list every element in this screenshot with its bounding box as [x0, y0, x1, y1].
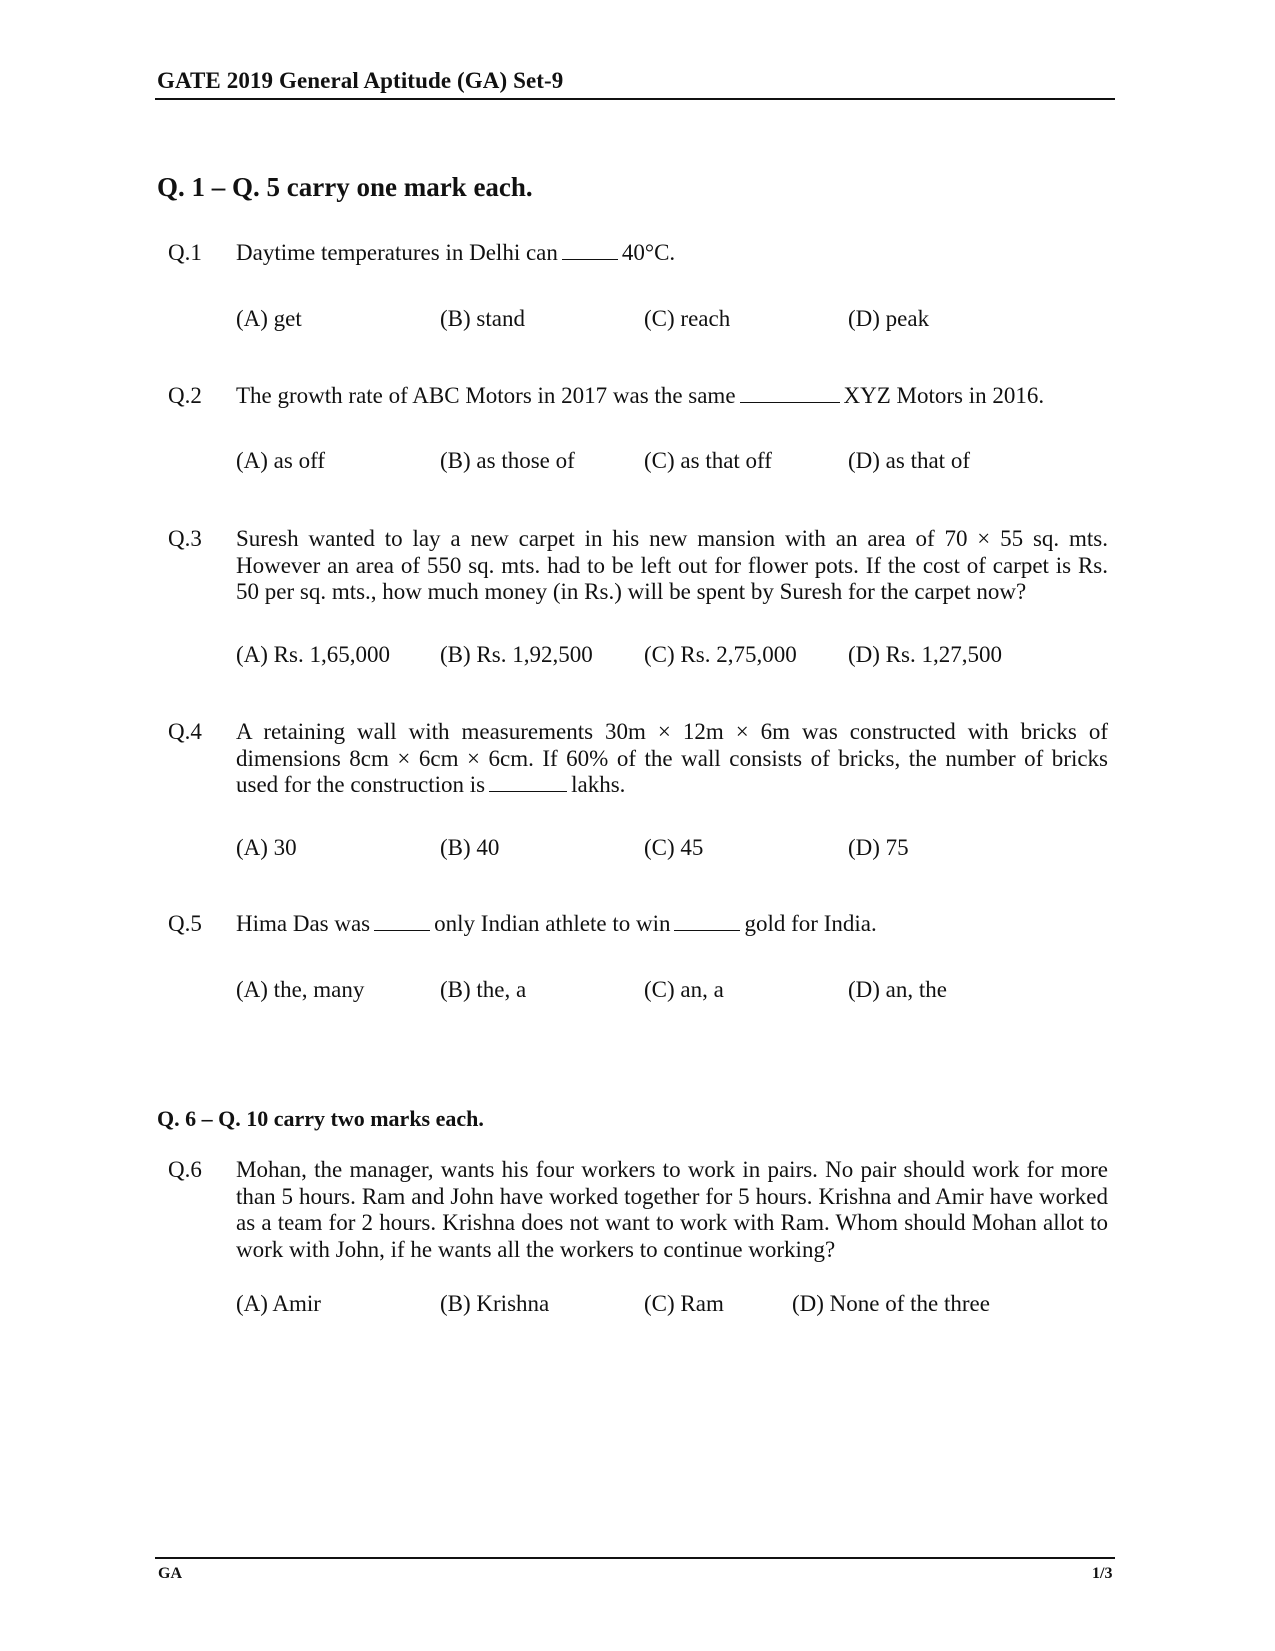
option-b: (B) the, a	[440, 977, 527, 1002]
question-text: Suresh wanted to lay a new carpet in his new mansion with an area of 70 × 55 sq. mts. However an area of 550 sq. mts. had to be left out for flower pots. If the cost of carpet is Rs. 50 per sq. mts., how much money (in Rs.) will be spent by Suresh for the carpet now?	[236, 526, 1108, 604]
answer-blank	[374, 912, 430, 931]
answer-blank	[562, 241, 618, 260]
option-b: (B) 40	[440, 835, 500, 860]
option-a: (A) the, many	[236, 977, 365, 1002]
answer-blank	[489, 773, 567, 792]
question-text: Hima Das was only Indian athlete to win gold for India.	[236, 911, 877, 936]
footer-rule	[155, 1557, 1115, 1559]
option-c: (C) Rs. 2,75,000	[644, 642, 797, 667]
answer-blank	[674, 912, 740, 931]
footer-paper-code: GA	[158, 1565, 182, 1582]
footer-page-number: 1/3	[1092, 1565, 1113, 1582]
question-number: Q.4	[168, 719, 202, 744]
option-a: (A) as off	[236, 448, 325, 473]
option-a: (A) 30	[236, 835, 297, 860]
question-text: A retaining wall with measurements 30m × 12m × 6m was constructed with bricks of dimensions 8cm × 6cm × 6cm. If 60% of the wall consists of bricks, the number of bricks used for the construction is lakhs.	[236, 719, 1108, 797]
section-heading-one-mark: Q. 1 – Q. 5 carry one mark each.	[157, 172, 533, 202]
option-b: (B) Krishna	[440, 1291, 550, 1316]
option-d: (D) Rs. 1,27,500	[848, 642, 1002, 667]
option-b: (B) as those of	[440, 448, 575, 473]
question-text: Daytime temperatures in Delhi can 40°C.	[236, 240, 676, 265]
section-heading-two-marks: Q. 6 – Q. 10 carry two marks each.	[157, 1106, 484, 1131]
option-d: (D) an, the	[848, 977, 947, 1002]
question-number: Q.6	[168, 1157, 202, 1182]
option-c: (C) as that off	[644, 448, 772, 473]
option-c: (C) reach	[644, 306, 731, 331]
option-b: (B) Rs. 1,92,500	[440, 642, 593, 667]
question-number: Q.3	[168, 526, 202, 551]
option-d: (D) 75	[848, 835, 909, 860]
question-text: Mohan, the manager, wants his four workers to work in pairs. No pair should work for more than 5 hours. Ram and John have worked together for 5 hours. Krishna and Amir have worked as a team for 2 hours. Krishna does not want to work with Ram. Whom should Mohan allot to work with John, if he wants all the workers to continue working?	[236, 1157, 1108, 1262]
option-d: (D) None of the three	[792, 1291, 990, 1316]
option-c: (C) Ram	[644, 1291, 724, 1316]
question-number: Q.2	[168, 383, 202, 408]
question-number: Q.1	[168, 240, 202, 265]
page-header-title: GATE 2019 General Aptitude (GA) Set-9	[157, 68, 564, 93]
question-text: The growth rate of ABC Motors in 2017 was the same XYZ Motors in 2016.	[236, 383, 1045, 408]
option-d: (D) as that of	[848, 448, 970, 473]
option-a: (A) get	[236, 306, 302, 331]
answer-blank	[740, 384, 840, 403]
option-d: (D) peak	[848, 306, 930, 331]
option-c: (C) 45	[644, 835, 704, 860]
option-a: (A) Rs. 1,65,000	[236, 642, 390, 667]
option-c: (C) an, a	[644, 977, 724, 1002]
question-number: Q.5	[168, 911, 202, 936]
option-a: (A) Amir	[236, 1291, 321, 1316]
header-rule	[155, 98, 1115, 100]
option-b: (B) stand	[440, 306, 525, 331]
